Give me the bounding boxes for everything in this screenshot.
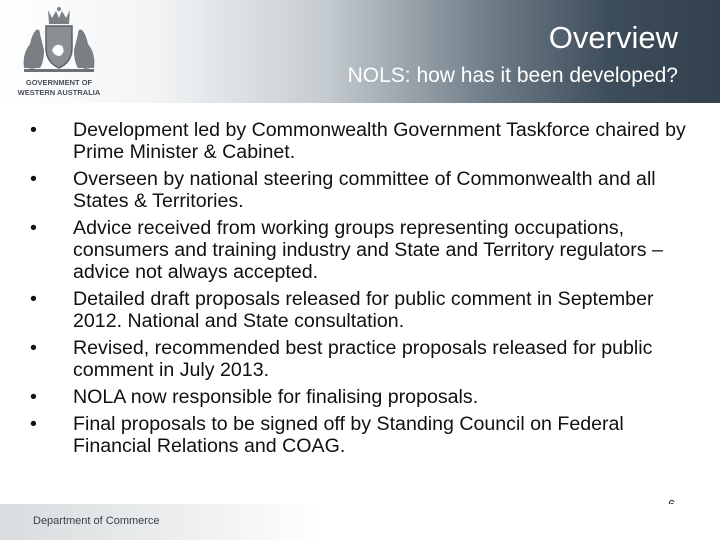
bullet-list [30,119,690,462]
bullet-item: • Advice received from working groups representing occupations, consumers and training industry and State and Territory regulators – advice not always accepted. [30,217,690,283]
slide-header [0,0,720,103]
bullet-item: • Overseen by national steering committee of Commonwealth and all States & Territories. [30,168,690,212]
logo-line1: GOVERNMENT OF [25,78,93,87]
wa-crest-icon [10,6,108,102]
slide-title: Overview [548,20,678,55]
slide-subtitle: NOLS: how has it been developed? [347,64,678,87]
bullet-item: • Final proposals to be signed off by Standing Council on Federal Financial Relations and COAG. [30,413,690,457]
bullet-item: • Development led by Commonwealth Government Taskforce chaired by Prime Minister & Cabinet. [30,119,690,163]
bullet-item: • Detailed draft proposals released for public comment in September 2012. National and State consultation. [30,288,690,332]
wa-government-logo [10,6,108,102]
bullet-item: • NOLA now responsible for finalising proposals. [30,386,690,408]
logo-line2: WESTERN AUSTRALIA [17,88,101,97]
footer-department: Department of Commerce [33,515,160,527]
bullet-item: • Revised, recommended best practice proposals released for public comment in July 2013. [30,337,690,381]
slide-footer [0,504,720,540]
